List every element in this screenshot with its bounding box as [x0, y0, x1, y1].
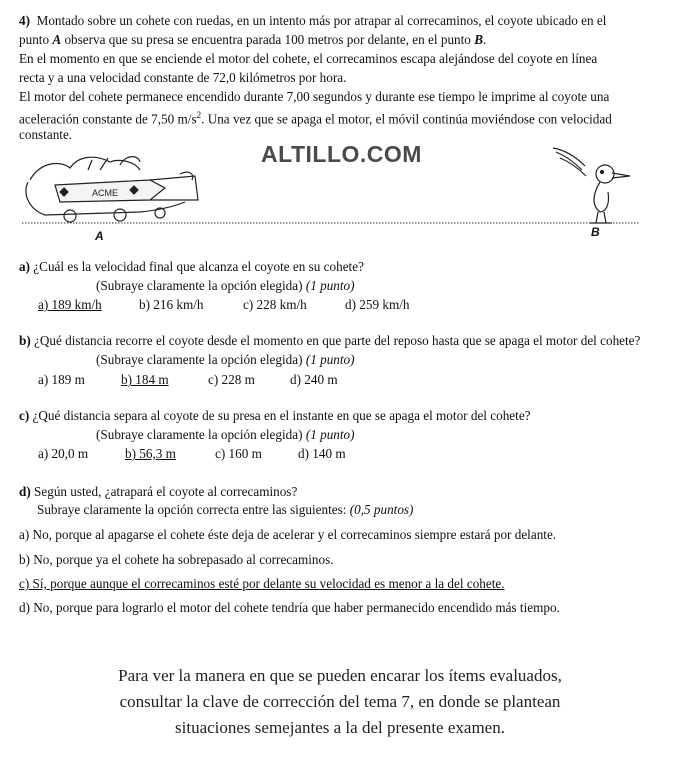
footer-line-2: consultar la clave de corrección del tema 7, en donde se plantean: [119, 692, 561, 711]
option-a-c[interactable]: c) 228 km/h: [243, 297, 307, 312]
footer-line-1: Para ver la manera en que se pueden encarar los ítems evaluados,: [118, 666, 562, 685]
point-b-label: B: [591, 225, 600, 239]
option-b-b[interactable]: b) 184 m: [121, 372, 169, 387]
option-d-d[interactable]: d) No, porque para lograrlo el motor del cohete tendría que haber permanecido encendido más tiempo.: [19, 600, 560, 615]
option-d-b[interactable]: b) No, porque ya el cohete ha sobrepasado al correcaminos.: [19, 552, 334, 567]
option-a-d[interactable]: d) 259 km/h: [345, 297, 410, 312]
option-c-a[interactable]: a) 20,0 m: [38, 446, 89, 461]
option-c-d[interactable]: d) 140 m: [298, 446, 346, 461]
option-a-a[interactable]: a) 189 km/h: [38, 297, 102, 312]
option-b-c[interactable]: c) 228 m: [208, 372, 255, 387]
problem-line-6: aceleración constante de 7,50 $m/s^2$. Una vez que se apaga el motor, el móvil continúa moviéndose con velocidad: [19, 110, 612, 127]
watermark: ALTILLO.COM: [261, 141, 422, 167]
option-d-a[interactable]: a) No, porque al apagarse el cohete éste deja de acelerar y el correcaminos siempre estará por delante.: [19, 527, 557, 542]
question-a-hint: (Subraye claramente la opción elegida) (1 punto): [96, 278, 355, 293]
problem-line-3: En el momento en que se enciende el motor del cohete, el correcaminos escapa alejándose del coyote en línea: [19, 51, 598, 66]
question-d-text: d) Según usted, ¿atrapará el coyote al correcaminos?: [19, 484, 298, 499]
roadrunner: [553, 148, 630, 223]
problem-line-5: El motor del cohete permanece encendido durante 7,00 segundos y durante ese tiempo le imprime al coyote una: [19, 89, 610, 104]
option-b-d[interactable]: d) 240 m: [290, 372, 338, 387]
question-c-text: c) ¿Qué distancia separa al coyote de su presa en el instante en que se apaga el motor del cohete?: [19, 408, 531, 423]
option-a-b[interactable]: b) 216 km/h: [139, 297, 204, 312]
problem-number: 4): [19, 13, 30, 28]
option-c-b[interactable]: b) 56,3 m: [125, 446, 176, 461]
problem-line-4: recta y a una velocidad constante de 72,0 kilómetros por hora.: [19, 70, 347, 85]
problem-line-7: constante.: [19, 127, 73, 142]
question-d-hint: Subraye claramente la opción correcta entre las siguientes: (0,5 puntos): [37, 502, 414, 517]
question-c-hint: (Subraye claramente la opción elegida) (1 punto): [96, 427, 355, 442]
option-c-c[interactable]: c) 160 m: [215, 446, 262, 461]
option-d-c[interactable]: c) Sí, porque aunque el correcaminos esté por delante su velocidad es menor a la del cohete.: [19, 576, 505, 591]
svg-text:ACME: ACME: [92, 188, 119, 198]
question-a-text: a) ¿Cuál es la velocidad final que alcanza el coyote en su cohete?: [19, 259, 364, 274]
footer-line-3: situaciones semejantes a la del presente examen.: [175, 718, 505, 737]
point-a-label: A: [95, 229, 104, 243]
question-b-text: b) ¿Qué distancia recorre el coyote desde el momento en que parte del reposo hasta que se apaga el motor del cohete?: [19, 333, 641, 348]
coyote-rocket: [26, 157, 198, 222]
problem-line-2: punto A observa que su presa se encuentra parada 100 metros por delante, en el punto B.: [19, 32, 487, 47]
question-b-hint: (Subraye claramente la opción elegida) (1 punto): [96, 352, 355, 367]
option-b-a[interactable]: a) 189 m: [38, 372, 85, 387]
problem-line-1: 4) Montado sobre un cohete con ruedas, en un intento más por atrapar al correcaminos, el coyote ubicado en el: [19, 13, 607, 28]
